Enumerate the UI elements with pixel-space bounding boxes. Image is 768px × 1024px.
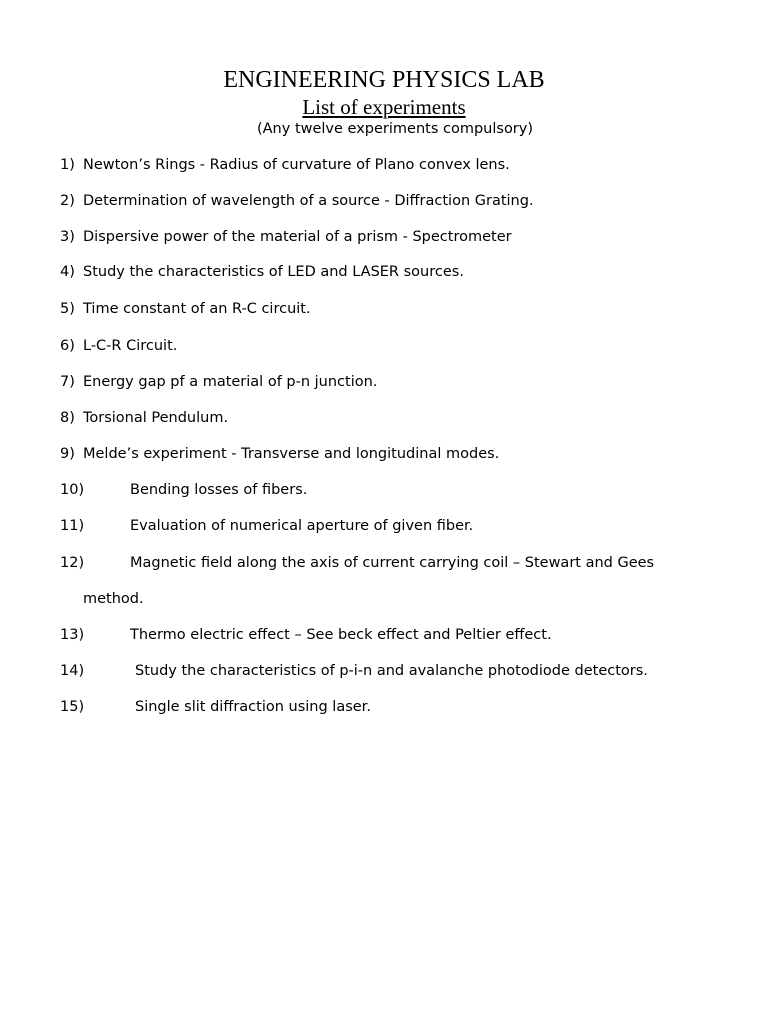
item-text: Study the characteristics of LED and LASER sources. (83, 264, 464, 280)
item-number: 7) (60, 374, 75, 390)
page-title: ENGINEERING PHYSICS LAB (223, 67, 545, 93)
item-text: Energy gap pf a material of p-n junction. (83, 374, 378, 390)
item-number: 13) (60, 627, 85, 643)
item-number: 11) (60, 518, 85, 534)
item-text: Single slit diffraction using laser. (135, 699, 371, 715)
item-text: Newton’s Rings - Radius of curvature of Plano convex lens. (83, 157, 510, 173)
item-number: 3) (60, 229, 75, 245)
item-text: Magnetic field along the axis of current carrying coil – Stewart and Gees (130, 555, 655, 571)
requirement-note: (Any twelve experiments compulsory) (256, 121, 534, 137)
item-number: 8) (60, 410, 75, 426)
item-text: Evaluation of numerical aperture of given fiber. (130, 518, 474, 534)
item-number: 1) (60, 157, 75, 173)
item-text: Thermo electric effect – See beck effect and Peltier effect. (130, 627, 552, 643)
item-number: 5) (60, 301, 75, 317)
item-text: Dispersive power of the material of a prism - Spectrometer (83, 229, 512, 245)
item-text: L-C-R Circuit. (83, 338, 178, 354)
item-number: 6) (60, 338, 75, 354)
item-text: Torsional Pendulum. (83, 410, 229, 426)
item-number: 10) (60, 482, 85, 498)
item-text: Determination of wavelength of a source - Diffraction Grating. (83, 193, 534, 209)
item-number: 2) (60, 193, 75, 209)
item-number: 14) (60, 663, 85, 679)
item-number: 9) (60, 446, 75, 462)
item-text: Bending losses of fibers. (130, 482, 308, 498)
item-text: Melde’s experiment - Transverse and longitudinal modes. (83, 446, 500, 462)
page-subtitle: List of experiments (302, 95, 466, 119)
list-item-continuation: method. (83, 591, 144, 607)
item-number: 4) (60, 264, 75, 280)
item-text: Study the characteristics of p-i-n and avalanche photodiode detectors. (135, 663, 648, 679)
item-text: Time constant of an R-C circuit. (83, 301, 311, 317)
item-number: 15) (60, 699, 85, 715)
item-number: 12) (60, 555, 85, 571)
